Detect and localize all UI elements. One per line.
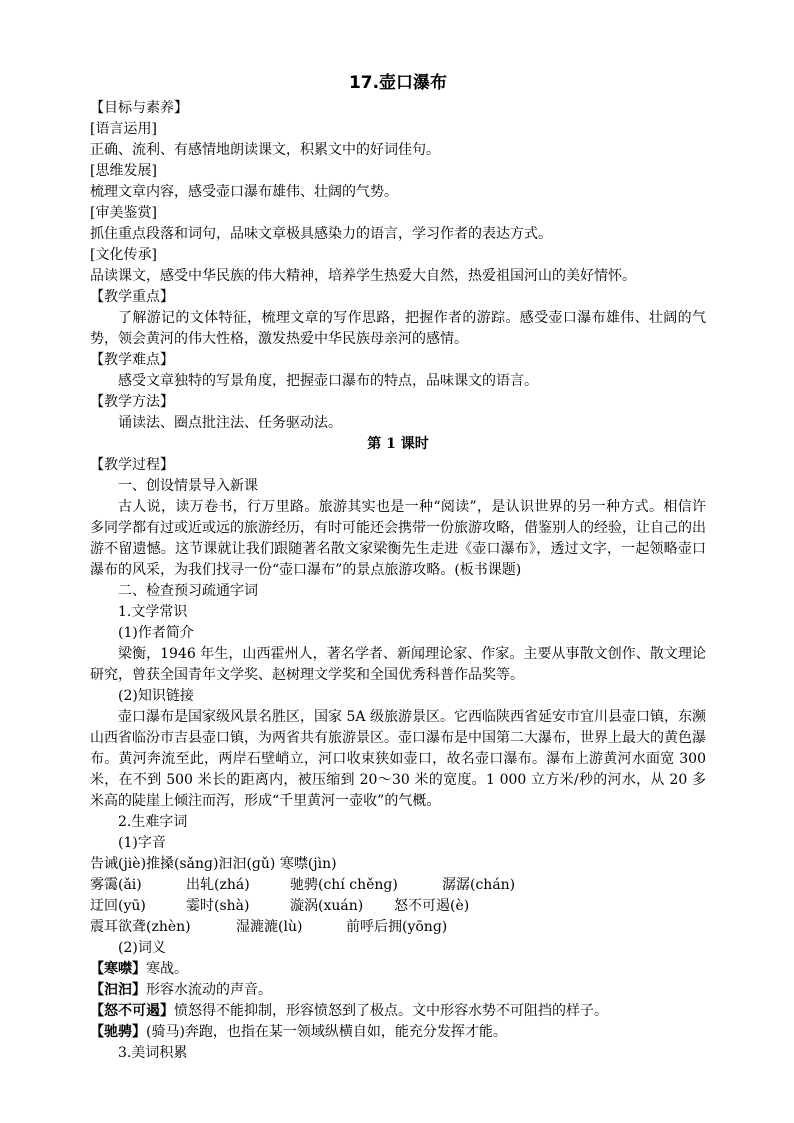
text-method: 诵读法、圈点批注法、任务驱动法。 [118, 415, 342, 431]
text-aesthetics: 抓住重点段落和词句，品味文章极具感染力的语言，学习作者的表达方式。 [90, 226, 552, 242]
subheading-language: [语言运用] [90, 121, 157, 137]
meaning-definition: 寒战。 [146, 961, 188, 977]
meaning-term: 【驰骋】 [90, 1024, 146, 1040]
meaning-term: 【怒不可遏】 [90, 1003, 174, 1019]
accumulation-heading: 3.美词积累 [118, 1045, 188, 1061]
subheading-aesthetics: [审美鉴赏] [90, 205, 157, 221]
section-heading-method: 【教学方法】 [90, 394, 174, 410]
pron-word: 漩涡(xuán) [290, 898, 364, 914]
meaning-definition: (骑马)奔跑，也指在某一领域纵横自如，能充分发挥才能。 [146, 1024, 507, 1040]
text-language: 正确、流利、有感情地朗读课文，积累文中的好词佳句。 [90, 142, 440, 158]
meaning-definition: 形容水流动的声音。 [146, 982, 272, 998]
step1-paragraph: 古人说，读万卷书，行万里路。旅游其实也是一种“阅读”，是认识世界的另一种方式。相信许多同学都有过或近或远的旅游经历，有时可能还会携带一份旅游攻略，借鉴别人的经验，让自己的出游不留遗憾。这节课就让我们跟随著名散文家梁衡先生走进《壶口瀑布》，透过文字，一起领略壶口瀑布的风采，为我们找寻一份“壶口瀑布”的景点旅游攻略。(板书课题) [90, 499, 706, 578]
section-heading-goals: 【目标与素养】 [90, 100, 188, 116]
page-title: 17.壶口瀑布 [348, 73, 448, 93]
link-paragraph: 壶口瀑布是国家级风景名胜区，国家 5A 级旅游景区。它西临陕西省延安市宜川县壶口镇，东濒山西省临汾市吉县壶口镇，为两省共有旅游景区。壶口瀑布是中国第二大瀑布，世界上最大的黄色瀑布。黄河奔流至此，两岸石壁峭立，河口收束狭如壶口，故名壶口瀑布。瀑布上游黄河水面宽 300 米，在不到 500 米长的距离内，被压缩到 20～30 米的宽度。1 000 立方米/秒的河水，从 20 多米高的陡崖上倾注而泻，形成“千里黄河一壶收”的气概。 [90, 709, 706, 809]
meaning-heading: (2)词义 [118, 940, 166, 956]
subheading-culture: [文化传承] [90, 247, 157, 263]
pronunciation-row-4 [90, 917, 706, 938]
meaning-term: 【汩汩】 [90, 982, 146, 998]
meaning-term: 【寒噤】 [90, 961, 146, 977]
pron-word: 湿漉漉(lù) [236, 919, 303, 935]
pron-word: 潺潺(chán) [442, 877, 516, 893]
link-heading: (2)知识链接 [118, 688, 194, 704]
lesson-heading: 第 1 课时 [367, 436, 429, 452]
text-thinking: 梳理文章内容，感受壶口瀑布雄伟、壮阔的气势。 [90, 184, 398, 200]
meaning-entry [90, 980, 706, 1001]
pron-word: 出轧(zhá) [186, 877, 250, 893]
meaning-entry [90, 959, 706, 980]
pronunciation-row-3 [90, 896, 706, 917]
subheading-thinking: [思维发展] [90, 163, 157, 179]
text-focus: 了解游记的文体特征，梳理文章的写作思路，把握作者的游踪。感受壶口瀑布雄伟、壮阔的气势，领会黄河的伟大性格，激发热爱中华民族母亲河的感情。 [90, 310, 706, 347]
pron-word: 前呼后拥(yōnɡ) [346, 919, 448, 935]
meaning-entry [90, 1022, 706, 1043]
words-heading: 2.生难字词 [118, 814, 188, 830]
literature-heading: 1.文学常识 [118, 604, 188, 620]
step1-heading: 一、创设情景导入新课 [118, 478, 258, 494]
author-heading: (1)作者简介 [118, 625, 194, 641]
pronunciation-heading: (1)字音 [118, 835, 166, 851]
meaning-entry [90, 1001, 706, 1022]
pron-word: 雾霭(ǎi) [90, 877, 142, 893]
pron-word: 霎时(shà) [186, 898, 250, 914]
section-heading-focus: 【教学重点】 [90, 289, 174, 305]
pron-word: 驰骋(chí chěnɡ) [290, 877, 398, 893]
pronunciation-row-1: 告诫(jiè)推搡(sǎnɡ)汩汩(ɡǔ) 寒噤(jìn) [90, 856, 337, 872]
text-culture: 品读课文，感受中华民族的伟大精神，培养学生热爱大自然，热爱祖国河山的美好情怀。 [90, 268, 636, 284]
document-page [90, 68, 706, 1064]
pron-word: 震耳欲聋(zhèn) [90, 919, 191, 935]
pron-word: 迂回(yū) [90, 898, 146, 914]
pronunciation-row-2 [90, 875, 706, 896]
step2-heading: 二、检查预习疏通字词 [118, 583, 258, 599]
author-paragraph: 梁衡，1946 年生，山西霍州人，著名学者、新闻理论家、作家。主要从事散文创作、散文理论研究，曾获全国青年文学奖、赵树理文学奖和全国优秀科普作品奖等。 [90, 646, 706, 683]
text-difficulty: 感受文章独特的写景角度，把握壶口瀑布的特点，品味课文的语言。 [118, 373, 538, 389]
section-heading-process: 【教学过程】 [90, 457, 174, 473]
section-heading-difficulty: 【教学难点】 [90, 352, 174, 368]
pron-word: 怒不可遏(è) [394, 898, 470, 914]
meaning-definition: 愤怒得不能抑制，形容愤怒到了极点。文中形容水势不可阻挡的样子。 [174, 1003, 608, 1019]
